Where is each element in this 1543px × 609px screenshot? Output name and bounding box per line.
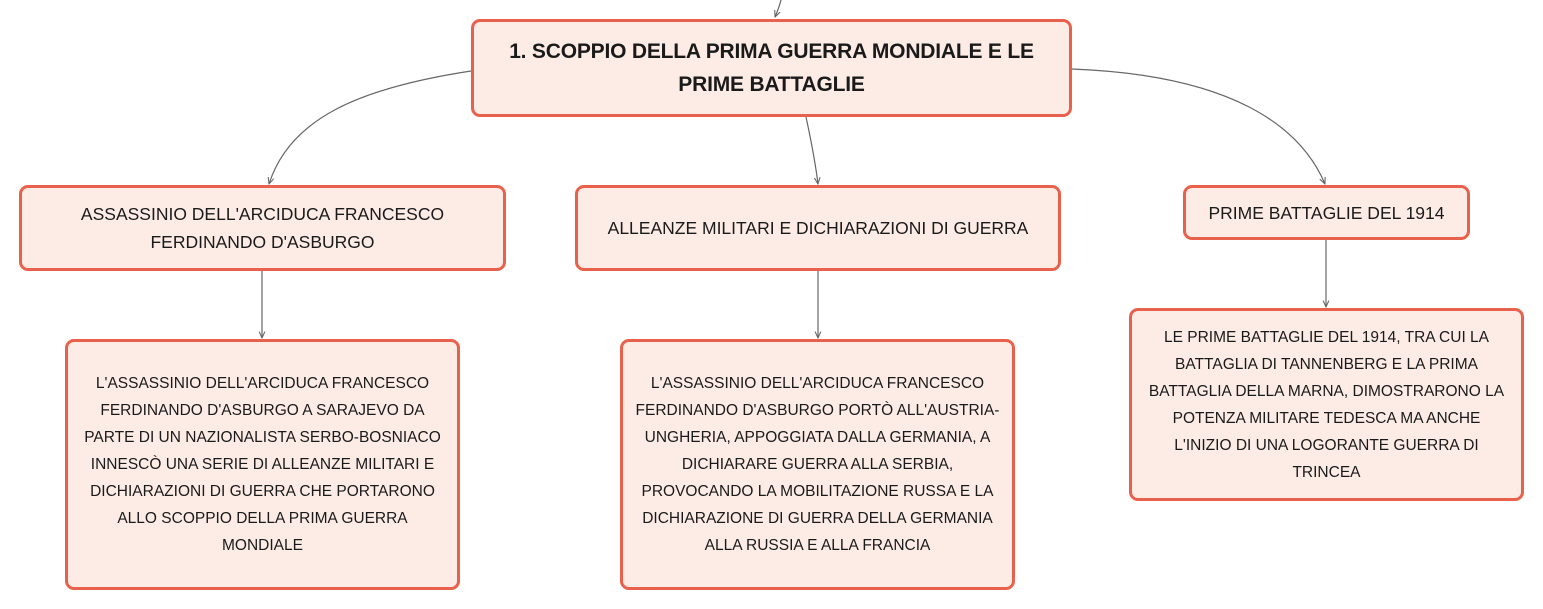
detail-alliances[interactable] [620,339,1015,590]
central-topic[interactable] [471,19,1072,117]
topic-first-battles[interactable] [1183,185,1470,240]
detail-first-battles-text: LE PRIME BATTAGLIE DEL 1914, TRA CUI LA BATTAGLIA DI TANNENBERG E LA PRIMA BATTAGLIA DELLA MARNA, DIMOSTRARONO LA POTENZA MILITARE TEDESCA MA ANCHE L'INIZIO DI UNA LOGORANTE GUERRA DI TRINCEA [1148,328,1505,481]
connector-root-to-topic-2 [806,117,818,184]
central-topic-label: 1. SCOPPIO DELLA PRIMA GUERRA MONDIALE E LE PRIME BATTAGLIE [509,40,1034,96]
topic-alliances-label: ALLEANZE MILITARI E DICHIARAZIONI DI GUERRA [607,218,1029,238]
connector-root-to-topic-1 [269,71,471,184]
topic-alliances[interactable] [575,185,1061,271]
parent-connector [775,0,781,17]
detail-first-battles[interactable] [1129,308,1524,501]
topic-assassination[interactable] [19,185,506,271]
connector-root-to-topic-3 [1072,69,1325,184]
detail-alliances-text: L'ASSASSINIO DELL'ARCIDUCA FRANCESCO FERDINANDO D'ASBURGO PORTÒ ALL'AUSTRIA-UNGHERIA, APPOGGIATA DALLA GERMANIA, A DICHIARARE GUERRA ALLA SERBIA, PROVOCANDO LA MOBILITAZIONE RUSSA E LA DICHIARAZIONE DI GUERRA DELLA GERMANIA ALLA RUSSIA E ALLA FRANCIA [635,375,1000,554]
detail-assassination[interactable] [65,339,460,590]
detail-assassination-text: L'ASSASSINIO DELL'ARCIDUCA FRANCESCO FERDINANDO D'ASBURGO A SARAJEVO DA PARTE DI UN NAZIONALISTA SERBO-BOSNIACO INNESCÒ UNA SERIE DI ALLEANZE MILITARI E DICHIARAZIONI DI GUERRA CHE PORTARONO ALLO SCOPPIO DELLA PRIMA GUERRA MONDIALE [84,375,441,554]
topic-assassination-label: ASSASSINIO DELL'ARCIDUCA FRANCESCO FERDINANDO D'ASBURGO [80,204,445,252]
topic-first-battles-label: PRIME BATTAGLIE DEL 1914 [1208,202,1445,223]
